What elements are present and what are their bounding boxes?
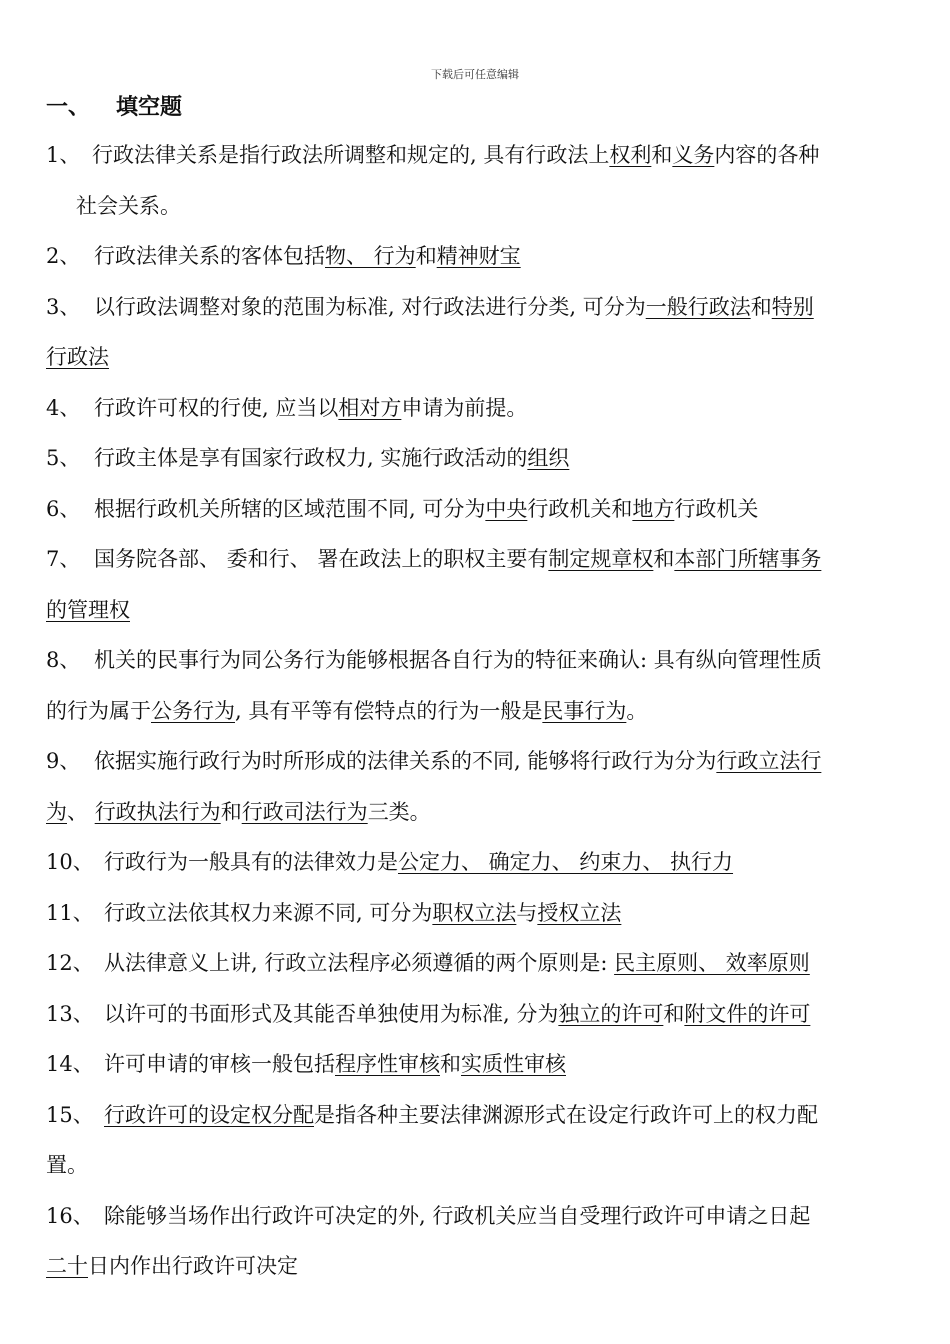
question-text: , 具有平等有偿特点的行为一般是 — [235, 698, 543, 723]
answer-blank: 行政许可的设定权分配 — [104, 1102, 314, 1127]
text-line — [46, 439, 908, 490]
item-number: 8、 — [46, 648, 81, 672]
answer-blank: 为 — [46, 799, 67, 824]
answer-blank: 授权立法 — [537, 900, 622, 925]
question-text: 置。 — [46, 1153, 88, 1177]
question-text: 行政许可权的行使, 应当以 — [94, 395, 339, 420]
section-number: 一、 — [46, 95, 91, 120]
text-line — [46, 1096, 908, 1147]
answer-blank: 二十 — [46, 1254, 88, 1278]
answer-blank: 地方 — [632, 496, 675, 521]
question-text: 国务院各部、 委和行、 署在政法上的职权主要有 — [94, 547, 549, 571]
text-line — [46, 490, 908, 541]
answer-blank: 实质性审核 — [461, 1052, 566, 1076]
item-number: 10、 — [46, 850, 94, 874]
text-line — [46, 894, 908, 945]
answer-blank: 物、 行为 — [325, 244, 416, 268]
text-line — [46, 288, 908, 339]
question-text: 的行为属于 — [46, 698, 151, 723]
question-text: 是指各种主要法律渊源形式在设定行政许可上的权力配 — [314, 1102, 818, 1127]
question-text: 行政机关和 — [527, 496, 633, 521]
text-line — [46, 641, 908, 692]
item-number: 6、 — [46, 496, 81, 521]
question-text: 和 — [750, 294, 772, 319]
text-line — [46, 136, 908, 187]
question-text: 机关的民事行为同公务行为能够根据各自行为的特征来确认: 具有纵向管理性质 — [94, 648, 822, 672]
item-number: 7、 — [46, 547, 81, 571]
question-text: 和 — [651, 143, 673, 167]
answer-blank: 公定力、 确定力、 约束力、 执行力 — [398, 850, 734, 874]
answer-blank: 制定规章权 — [548, 547, 654, 571]
question-text: 和 — [415, 244, 437, 268]
text-line — [46, 1146, 908, 1197]
question-text: 行政主体是享有国家行政权力, 实施行政活动的 — [94, 446, 528, 470]
answer-blank: 相对方 — [338, 395, 402, 420]
question-text: 从法律意义上讲, 行政立法程序必须遵循的两个原则是: — [104, 951, 615, 975]
item-number: 15、 — [46, 1102, 94, 1127]
answer-blank: 独立的许可 — [558, 1001, 664, 1026]
answer-blank: 行政执法行为 — [94, 799, 221, 824]
answer-blank: 行政司法行为 — [241, 799, 368, 824]
question-text: 根据行政机关所辖的区域范围不同, 可分为 — [94, 496, 486, 521]
answer-blank: 一般行政法 — [645, 294, 751, 319]
item-number: 9、 — [46, 749, 81, 773]
answer-blank: 民主原则、 效率原则 — [614, 951, 810, 975]
answer-blank: 民事行为 — [542, 698, 627, 723]
question-text: 社会关系。 — [76, 193, 181, 218]
question-text: 许可申请的审核一般包括 — [104, 1052, 335, 1076]
answer-blank: 行政法 — [46, 345, 109, 369]
text-line — [46, 237, 908, 288]
question-list — [46, 136, 908, 1298]
question-text: 日内作出行政许可决定 — [88, 1254, 298, 1278]
text-line — [46, 692, 908, 743]
question-text: 与 — [516, 900, 538, 925]
text-line — [46, 843, 908, 894]
item-number: 16、 — [46, 1203, 94, 1228]
text-line — [46, 793, 908, 844]
item-number: 14、 — [46, 1052, 94, 1076]
text-line — [46, 389, 908, 440]
text-line — [46, 1247, 908, 1298]
answer-blank: 权利 — [609, 143, 652, 167]
answer-blank: 特别 — [771, 294, 814, 319]
question-text: 除能够当场作出行政许可决定的外, 行政机关应当自受理行政许可申请之日起 — [104, 1203, 811, 1228]
item-number: 11、 — [46, 900, 94, 925]
text-line — [46, 187, 908, 238]
question-text: 内容的各种 — [714, 143, 820, 167]
question-text: 和 — [220, 799, 242, 824]
section-title — [46, 90, 182, 121]
answer-blank: 精神财宝 — [436, 244, 521, 268]
answer-blank: 中央 — [485, 496, 528, 521]
question-text: 行政法律关系的客体包括 — [94, 244, 325, 268]
text-line — [46, 338, 908, 389]
question-text: 以许可的书面形式及其能否单独使用为标准, 分为 — [104, 1001, 559, 1026]
text-line — [46, 995, 908, 1046]
question-text: 和 — [653, 547, 675, 571]
text-line — [46, 591, 908, 642]
text-line — [46, 742, 908, 793]
text-line — [46, 1197, 908, 1248]
answer-blank: 本部门所辖事务 — [674, 547, 822, 571]
text-line — [46, 540, 908, 591]
question-text: 三类。 — [367, 799, 431, 824]
answer-blank: 组织 — [527, 446, 570, 470]
question-text: 行政立法依其权力来源不同, 可分为 — [104, 900, 433, 925]
item-number: 13、 — [46, 1001, 94, 1026]
item-number: 2、 — [46, 244, 81, 268]
item-number: 4、 — [46, 395, 81, 420]
question-text: 行政机关 — [674, 496, 759, 521]
question-text: 以行政法调整对象的范围为标准, 对行政法进行分类, 可分为 — [94, 294, 646, 319]
answer-blank: 公务行为 — [151, 698, 235, 723]
answer-blank: 的管理权 — [46, 597, 130, 622]
question-text: 。 — [626, 698, 648, 723]
section-title-text: 填空题 — [116, 95, 183, 120]
page-header: 下载后可任意编辑 — [431, 68, 519, 81]
question-text: 行政法律关系是指行政法所调整和规定的, 具有行政法上 — [92, 143, 610, 167]
item-number: 5、 — [46, 446, 81, 470]
answer-blank: 程序性审核 — [335, 1052, 440, 1076]
text-line — [46, 944, 908, 995]
item-number: 3、 — [46, 294, 81, 319]
item-number: 12、 — [46, 951, 94, 975]
answer-blank: 附文件的许可 — [684, 1001, 811, 1026]
text-line — [46, 1045, 908, 1096]
question-text: 和 — [440, 1052, 461, 1076]
answer-blank: 义务 — [672, 143, 715, 167]
question-text: 依据实施行政行为时所形成的法律关系的不同, 能够将行政行为分为 — [94, 749, 717, 773]
question-text: 和 — [663, 1001, 685, 1026]
answer-blank: 行政立法行 — [716, 749, 822, 773]
answer-blank: 职权立法 — [432, 900, 517, 925]
question-text: 申请为前提。 — [401, 395, 528, 420]
item-number: 1、 — [46, 143, 81, 167]
question-text: 行政行为一般具有的法律效力是 — [104, 850, 398, 874]
question-text: 、 — [67, 799, 95, 824]
